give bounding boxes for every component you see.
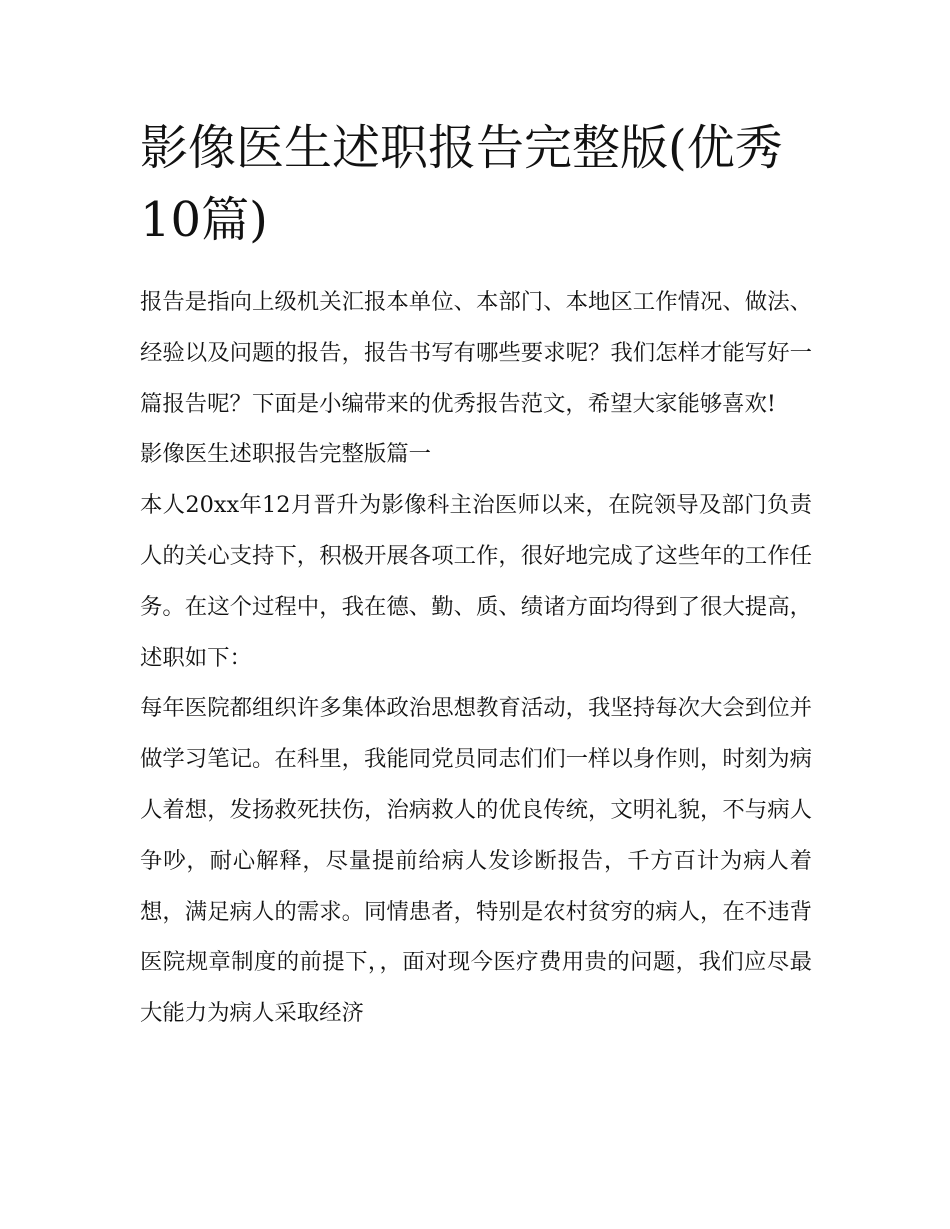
document-page: [140, 112, 812, 1039]
document-title: [140, 112, 812, 256]
section-heading: 影像医生述职报告完整版篇一: [140, 441, 432, 468]
title-line: 影像医生述职报告完整版(优秀10篇): [140, 120, 783, 248]
document-body: [140, 277, 812, 1039]
body-paragraph: 本人20xx年12月晋升为影像科主治医师以来，在院领导及部门负责人的关心支持下，积极开展各项工作，很好地完成了这些年的工作任务。在这个过程中，我在德、勤、质、绩诸方面均得到了很大提高，述职如下：: [140, 492, 812, 671]
body-paragraph: 每年医院都组织许多集体政治思想教育活动，我坚持每次大会到位并做学习笔记。在科里，我能同党员同志们们一样以身作则，时刻为病人着想，发扬救死扶伤，治病救人的优良传统，文明礼貌，不与病人争吵，耐心解释，尽量提前给病人发诊断报告，千方百计为病人着想，满足病人的需求。同情患者，特别是农村贫穷的病人，在不违背医院规章制度的前提下，，面对现今医疗费用贵的问题，我们应尽最大能力为病人采取经济: [140, 695, 812, 1027]
intro-paragraph: 报告是指向上级机关汇报本单位、本部门、本地区工作情况、做法、经验以及问题的报告，报告书写有哪些要求呢？我们怎样才能写好一篇报告呢？下面是小编带来的优秀报告范文，希望大家能够喜欢!: [140, 289, 812, 417]
